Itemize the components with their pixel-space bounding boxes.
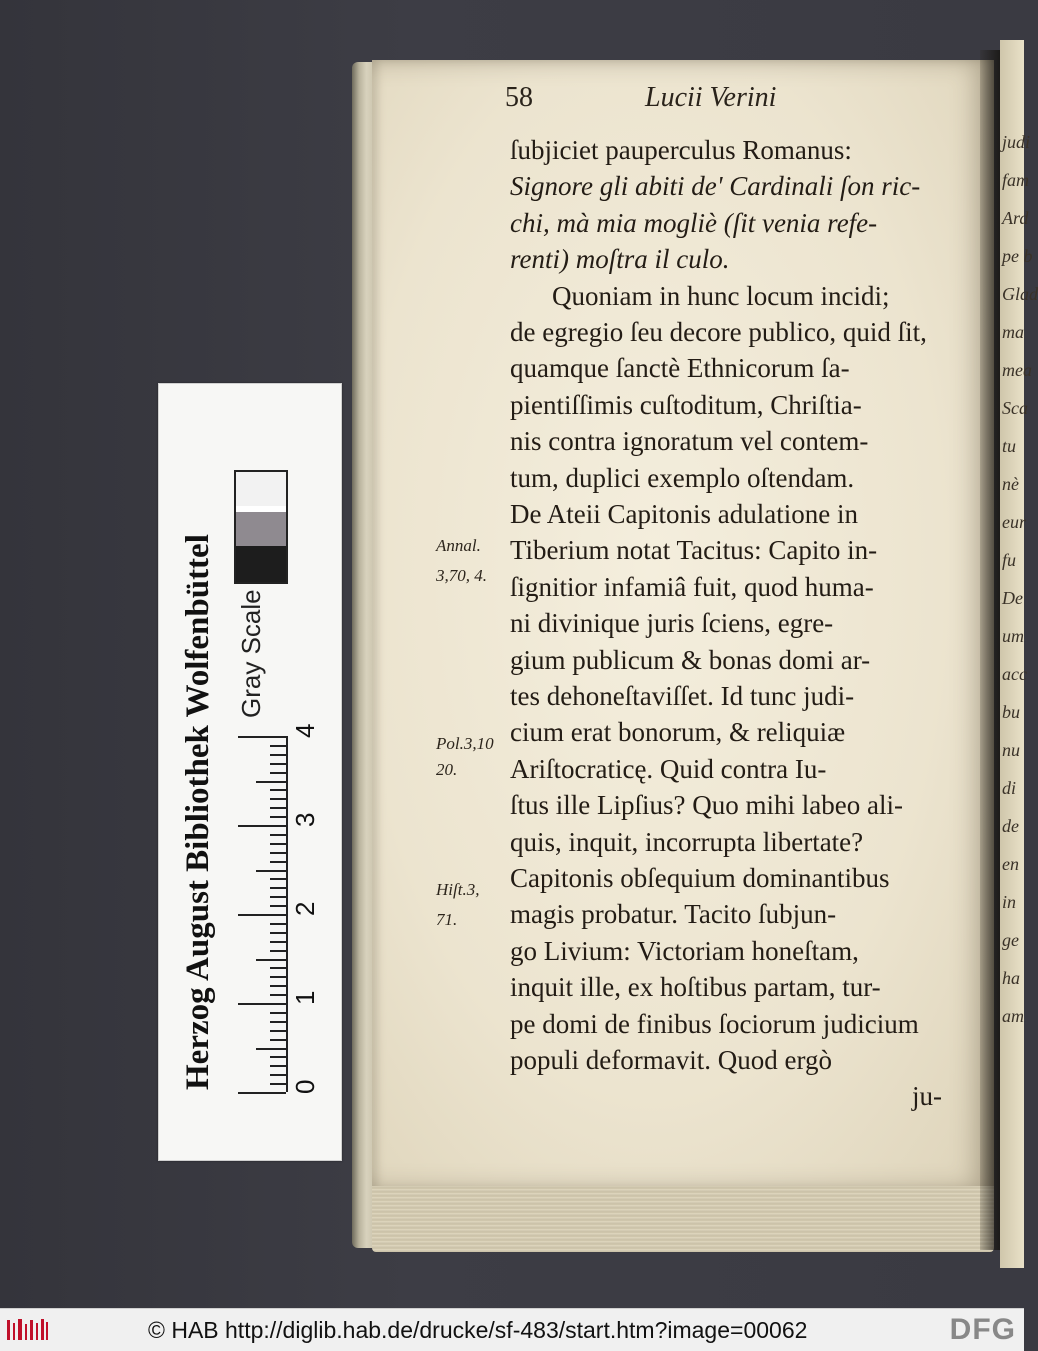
text-line: Ariſtocraticę. Quid contra Iu-	[510, 753, 827, 784]
facing-page-fragment: nu	[1002, 740, 1020, 760]
facing-page-fragment: nè	[1002, 474, 1019, 494]
scale-tick	[270, 1083, 286, 1085]
scale-tick	[270, 861, 286, 863]
footer-credit: © HAB http://diglib.hab.de/drucke/sf-483/start.htm?image=00062	[148, 1317, 808, 1343]
scale-tick	[270, 967, 286, 969]
text-line: inquit ille, ex hoſtibus partam, tur-	[510, 972, 881, 1003]
page-header	[505, 82, 945, 122]
scale-tick	[270, 985, 286, 987]
facing-page-fragment: fu	[1002, 550, 1017, 570]
margin-note: 71.	[436, 910, 458, 929]
scale-tick	[256, 781, 286, 783]
text-line: Tiberium notat Tacitus: Capito in-	[510, 535, 878, 566]
scale-tick	[238, 914, 286, 916]
scale-tick	[270, 763, 286, 765]
page-number: 58	[505, 82, 533, 113]
text-line: populi deformavit. Quod ergò	[510, 1045, 832, 1075]
scale-tick	[270, 976, 286, 978]
scale-number: 4	[290, 723, 320, 738]
catchword: ju-	[912, 1081, 942, 1111]
facing-page-fragment: judi	[1002, 132, 1031, 152]
scale-tick	[270, 754, 286, 756]
text-line: ſubjiciet pauperculus Romanus:	[510, 135, 852, 165]
facing-page-fragment: De	[1002, 588, 1023, 608]
scale-tick	[270, 905, 286, 907]
text-line: magis probatur. Tacito ſubjun-	[510, 899, 837, 930]
facing-page-fragment: Glad	[1002, 284, 1038, 304]
scale-tick	[256, 959, 286, 961]
facing-page-fragment: tu	[1002, 436, 1017, 456]
facing-page-fragment: in	[1002, 892, 1017, 912]
facing-page-fragment: acc	[1002, 664, 1027, 684]
facing-page-fragment: um	[1002, 626, 1024, 646]
scale-tick	[270, 923, 286, 925]
scale-tick	[256, 870, 286, 872]
page-bottom-edges	[372, 1186, 994, 1252]
scale-tick	[270, 896, 286, 898]
text-line: cium erat bonorum, & reliquiæ	[510, 717, 846, 748]
text-line: De Ateii Capitonis adulatione in	[510, 499, 858, 529]
facing-page-fragment: ge	[1002, 930, 1019, 950]
scale-tick	[270, 1065, 286, 1067]
scale-tick	[270, 950, 286, 952]
scale-tick	[270, 852, 286, 854]
margin-note: 20.	[436, 760, 458, 779]
facing-page-fragment: eur	[1002, 512, 1026, 532]
scale-tick	[270, 887, 286, 889]
facing-page-fragment: Ard	[1002, 208, 1029, 228]
text-line: tum, duplici exemplo oſtendam.	[510, 462, 855, 493]
facing-page-fragment: bu	[1002, 702, 1020, 722]
text-line: go Livium: Victoriam honeſtam,	[510, 935, 859, 966]
text-line: chi, mà mia mogliè (ſit venia refe-	[510, 207, 878, 238]
centimeter-scale	[236, 736, 288, 1092]
text-line: pientiſſimis cuſtoditum, Chriſtia-	[510, 389, 862, 420]
gray-scale-swatches	[234, 470, 288, 584]
scale-tick	[270, 1039, 286, 1041]
scale-number: 2	[290, 901, 320, 916]
scale-tick	[238, 825, 286, 827]
facing-page	[1000, 40, 1038, 1268]
scale-tick	[256, 1048, 286, 1050]
scale-number: 3	[290, 812, 320, 827]
facing-page-fragment: fam	[1002, 170, 1029, 190]
text-line: quamque ſanctè Ethnicorum ſa-	[510, 353, 850, 384]
dfg-logo: DFG	[949, 1313, 1016, 1346]
scale-tick	[270, 798, 286, 800]
scale-tick	[270, 834, 286, 836]
text-line: quis, inquit, incorrupta libertate?	[510, 826, 864, 857]
margin-note: Pol.3,10	[436, 734, 494, 753]
scale-tick	[270, 1056, 286, 1058]
scale-tick	[270, 745, 286, 747]
scale-tick	[238, 736, 286, 738]
text-line: Capitonis obſequium dominantibus	[510, 863, 890, 893]
text-line: de egregio ſeu decore publico, quid ſit,	[510, 317, 927, 347]
scale-tick	[238, 1092, 286, 1094]
gutter-shadow	[980, 50, 1002, 1250]
scale-tick	[270, 994, 286, 996]
margin-note: Annal.	[436, 536, 481, 555]
barcode-logo-icon	[6, 1317, 50, 1343]
text-line: Signore gli abiti de' Cardinali ſon ric-	[510, 171, 921, 202]
text-line: renti) moſtra il culo.	[510, 244, 730, 275]
scale-tick	[270, 1012, 286, 1014]
facing-page-fragment: en	[1002, 854, 1019, 874]
text-line: Quoniam in hunc locum incidi;	[552, 280, 890, 311]
facing-page-fragment: di	[1002, 778, 1017, 798]
text-line: gium publicum & bonas domi ar-	[510, 644, 871, 675]
facing-page-fragment: ha	[1002, 968, 1020, 988]
text-line: ni divinique juris ſciens, egre-	[510, 608, 834, 639]
scale-tick	[270, 816, 286, 818]
facing-page-fragment: ma	[1002, 322, 1024, 342]
scale-tick	[270, 807, 286, 809]
scale-tick	[270, 1074, 286, 1076]
scale-tick	[270, 1021, 286, 1023]
scale-number: 0	[290, 1079, 320, 1094]
scale-tick	[238, 1003, 286, 1005]
facing-page-fragment: pe b	[1002, 246, 1033, 266]
facing-page-fragment: Sca	[1002, 398, 1028, 418]
institution-name: Herzog August Bibliothek Wolfenbüttel	[180, 534, 216, 1090]
facing-page-fragment: am	[1002, 1006, 1024, 1026]
scale-tick	[270, 941, 286, 943]
scale-tick	[270, 789, 286, 791]
text-line: nis contra ignoratum vel contem-	[510, 426, 869, 457]
text-line: ſtus ille Lipſius? Quo mihi labeo ali-	[510, 790, 903, 821]
footer-bar	[0, 1308, 1024, 1351]
facing-page-fragment: de	[1002, 816, 1019, 836]
text-line: ſignitior infamiâ fuit, quod huma-	[510, 571, 874, 602]
scale-tick	[270, 932, 286, 934]
gray-scale-label: Gray Scale	[236, 589, 266, 718]
scale-tick	[270, 772, 286, 774]
facing-page-fragment: mea	[1002, 360, 1032, 380]
margin-note: Hiſt.3,	[436, 880, 480, 899]
scale-tick	[270, 878, 286, 880]
scale-number: 1	[290, 990, 320, 1005]
running-title: Lucii Verini	[645, 82, 777, 113]
scale-tick	[270, 843, 286, 845]
text-line: tes dehoneſtaviſſet. Id tunc judi-	[510, 681, 855, 711]
margin-note: 3,70, 4.	[436, 566, 487, 585]
text-line: pe domi de finibus ſociorum judicium	[510, 1008, 919, 1039]
scale-tick	[270, 1030, 286, 1032]
